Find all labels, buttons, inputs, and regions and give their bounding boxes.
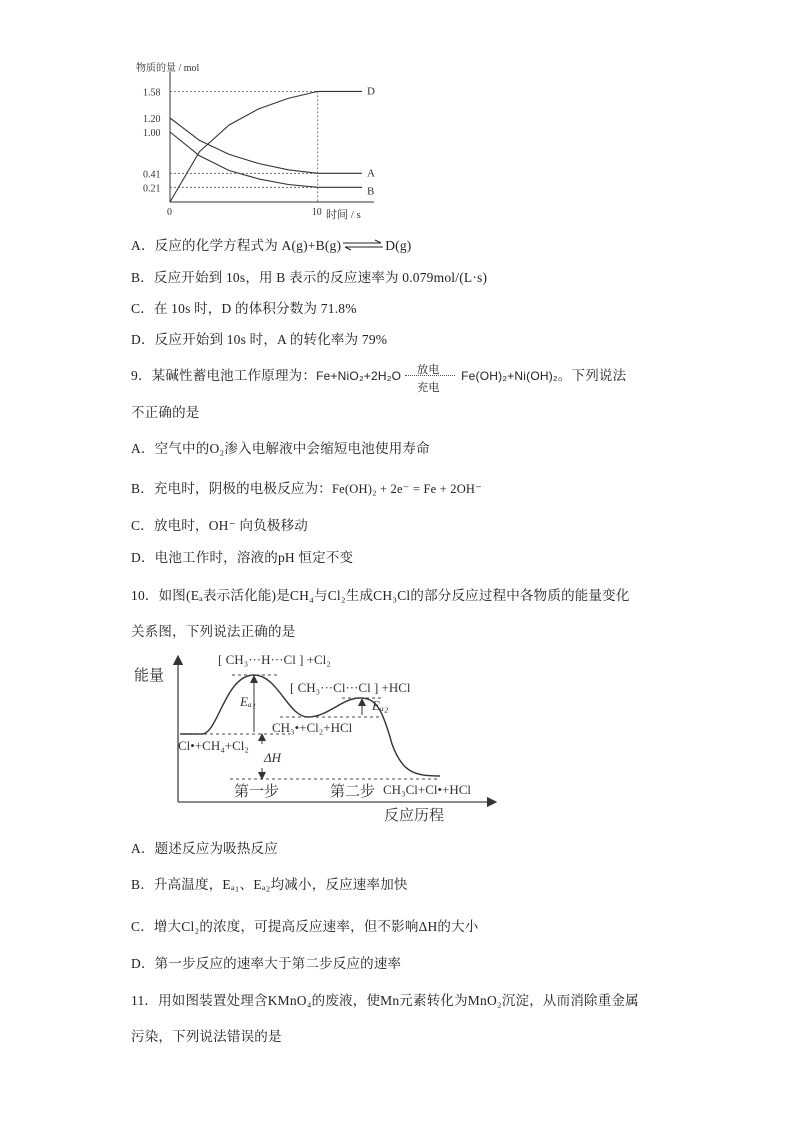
y-tick-label: 1.58: [143, 87, 161, 99]
x-axis-label: 时间 / s: [326, 209, 361, 221]
q9-option-c: C．放电时，OH⁻ 向负极移动: [131, 518, 309, 533]
energy-label: 能量: [134, 668, 165, 684]
products-label: CH₃Cl+Cl•+HCl: [383, 782, 472, 797]
ea1-label: Eₐ₁: [240, 694, 257, 709]
charge-discharge-arrow: 放电 充电: [401, 370, 461, 384]
q10-stem-line1: 10．如图(Eₐ表示活化能)是CH₄与Cl₂生成CH₃Cl的部分反应过程中各物质的能量变化: [131, 588, 630, 603]
series-line-a: [170, 118, 362, 173]
q9-stem-line2: 不正确的是: [131, 405, 200, 420]
q11-stem-line1: 11．用如图装置处理含KMnO₄的废液，使Mn元素转化为MnO₂沉淀，从而消除重金属: [131, 993, 639, 1008]
reactants-label: Cl•+CH₄+Cl₂: [178, 738, 249, 753]
x-tick-label: 10: [311, 207, 322, 218]
q9-stem: 9．某碱性蓄电池工作原理为：Fe+NiO₂+2H₂O 放电 充电 Fe(OH)₂+Ni(OH)₂。下列说法: [131, 363, 627, 394]
q9-option-a: A．空气中的O₂渗入电解液中会缩短电池使用寿命: [131, 441, 430, 456]
y-tick-label: 0.21: [143, 183, 161, 195]
reaction-path-label: 反应历程: [384, 808, 445, 824]
series-label-b: B: [367, 185, 375, 198]
q10-option-c: C．增大Cl₂的浓度，可提高反应速率，但不影响ΔH的大小: [131, 919, 479, 934]
q9-option-d: D．电池工作时，溶液的pH 恒定不变: [131, 550, 354, 565]
q10-energy-diagram: [130, 648, 510, 824]
delta-h-label: ΔH: [264, 750, 282, 765]
q8-option-d: D．反应开始到 10s 时，A 的转化率为 79%: [131, 332, 388, 347]
q8-chart: [130, 62, 380, 224]
ts2-label: [ CH₃···Cl···Cl ] +HCl: [290, 680, 411, 695]
q8-option-b: B．反应开始到 10s，用 B 表示的反应速率为 0.079mol/(L·s): [131, 270, 488, 285]
q8-option-a: A．反应的化学方程式为 A(g)+B(g) D(g): [131, 238, 412, 253]
q10-option-a: A．题述反应为吸热反应: [131, 841, 278, 856]
q8-option-c: C．在 10s 时，D 的体积分数为 71.8%: [131, 301, 357, 316]
q11-stem-line2: 污染，下列说法错误的是: [131, 1029, 282, 1044]
y-axis-label: 物质的量 / mol: [136, 63, 200, 74]
intermediate-label: CH₃•+Cl₂+HCl: [272, 720, 353, 735]
q10-option-d: D．第一步反应的速率大于第二步反应的速率: [131, 956, 402, 971]
y-tick-label: 1.00: [143, 128, 161, 139]
series-label-d: D: [367, 85, 375, 98]
q9-option-b: B．充电时，阴极的电极反应为：Fe(OH)₂ + 2e⁻ = Fe + 2OH⁻: [131, 481, 482, 496]
equilibrium-arrow-icon: [341, 239, 385, 251]
y-tick-label: 0.41: [143, 169, 161, 181]
x-tick-label: 0: [167, 207, 172, 218]
series-label-a: A: [367, 167, 375, 180]
q10-stem-line2: 关系图，下列说法正确的是: [131, 624, 296, 639]
q10-option-b: B．升高温度，Eₐ₁、Eₐ₂均减小，反应速率加快: [131, 877, 408, 892]
ts1-label: [ CH₃···H···Cl ] +Cl₂: [218, 652, 331, 667]
series-line-d: [170, 91, 362, 202]
step1-label: 第一步: [234, 784, 280, 800]
step2-label: 第二步: [330, 784, 376, 800]
ea2-label: Eₐ₂: [372, 698, 389, 713]
y-tick-label: 1.20: [143, 114, 161, 125]
